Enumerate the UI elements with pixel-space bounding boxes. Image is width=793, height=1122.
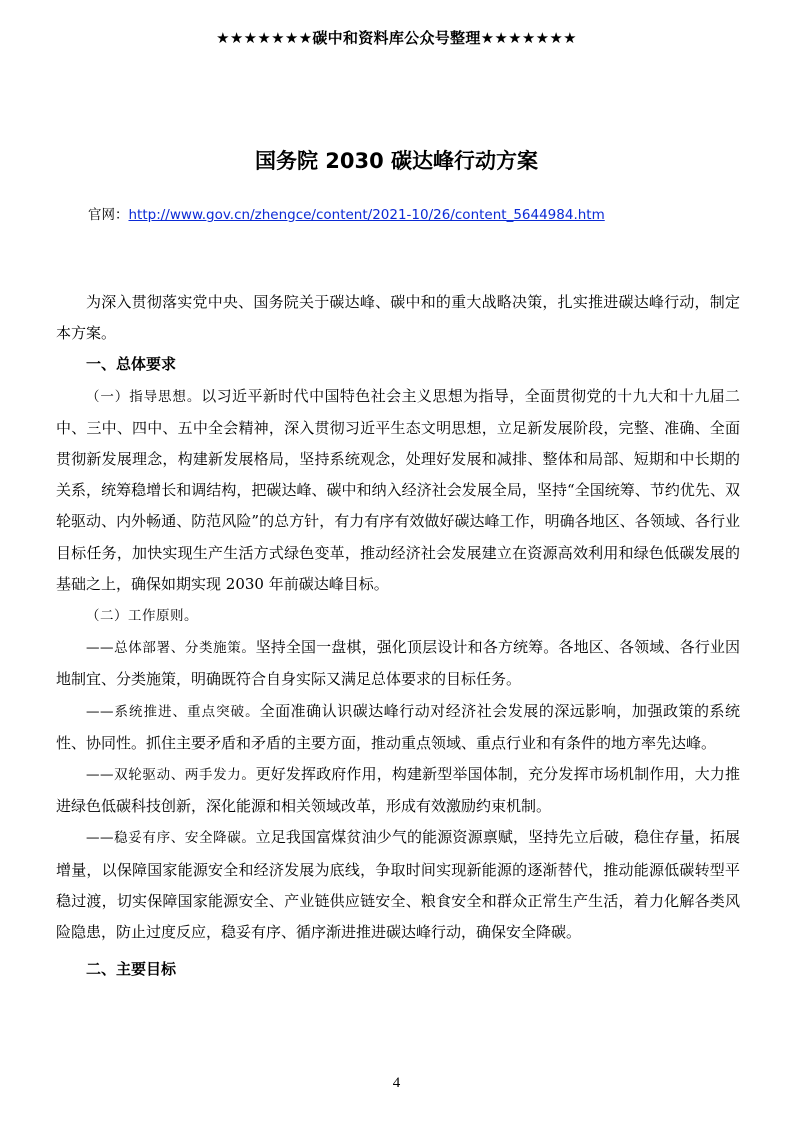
guiding-ideology-text: 以习近平新时代中国特色社会主义思想为指导，全面贯彻党的十九大和十九届二中、三中、四中、五中全会精神，深入贯彻习近平生态文明思想，立足新发展阶段，完整、准确、全面贯彻新发展理念，构建新发展格局，坚持系统观念，处理好发展和减排、整体和局部、短期和中长期的关系，统筹稳增长和调结构，把碳达峰、碳中和纳入经济社会发展全局，坚持“全国统筹、节约优先、双轮驱动、内外畅通、防范风险”的总方针，有力有序有效做好碳达峰工作，明确各地区、各领域、各行业目标任务，加快实现生产生活方式绿色变革，推动经济社会发展建立在资源高效利用和绿色低碳发展的基础之上，确保如期实现 2030 年前碳达峰目标。 — [56, 386, 741, 593]
principle-paragraph — [56, 696, 740, 759]
principle-label: ——系统推进、重点突破。 — [86, 703, 260, 720]
principle-label: ——总体部署、分类施策。 — [86, 640, 256, 657]
principle-text: 立足我国富煤贫油少气的能源资源禀赋，坚持先立后破，稳住存量，拓展增量，以保障国家能源安全和经济发展为底线，争取时间实现新能源的逐渐替代，推动能源低碳转型平稳过渡，切实保障国家能源安全、产业链供应链安全、粮食安全和群众正常生产生活，着力化解各类风险隐患，防止过度反应，稳妥有序、循序渐进推进碳达峰行动，确保安全降碳。 — [56, 828, 740, 942]
page-header: ★★★★★★★碳中和资料库公众号整理★★★★★★★ — [216, 29, 577, 47]
principle-label: ——双轮驱动、两手发力。 — [86, 767, 256, 784]
principles-label: （二）工作原则。 — [86, 608, 198, 625]
principle-text: 全面准确认识碳达峰行动对经济社会发展的深远影响，加强政策的系统性、协同性。抓住主要矛盾和矛盾的主要方面，推动重点领域、重点行业和有条件的地方率先达峰。 — [56, 701, 740, 752]
source-line — [88, 203, 605, 223]
principle-paragraph — [56, 759, 740, 822]
section-heading-1: 一、总体要求 — [86, 355, 177, 374]
principle-text: 坚持全国一盘棋，强化顶层设计和各方统筹。各地区、各领域、各行业因地制宜、分类施策，明确既符合自身实际又满足总体要求的目标任务。 — [56, 638, 740, 689]
source-label: 官网： — [88, 207, 129, 223]
document-title: 国务院 2030 碳达峰行动方案 — [254, 149, 539, 173]
principle-text: 更好发挥政府作用，构建新型举国体制，充分发挥市场机制作用，大力推进绿色低碳科技创新，深化能源和相关领域改革，形成有效激励约束机制。 — [56, 765, 740, 816]
source-link[interactable]: http://www.gov.cn/zhengce/content/2021-10/26/content_5644984.htm — [128, 207, 605, 223]
intro-paragraph: 为深入贯彻落实党中央、国务院关于碳达峰、碳中和的重大战略决策，扎实推进碳达峰行动，制定本方案。 — [56, 293, 740, 343]
guiding-ideology-label: （一）指导思想。 — [86, 388, 202, 405]
principle-paragraph — [56, 822, 740, 948]
page-number: 4 — [392, 1075, 401, 1091]
principle-paragraph — [56, 632, 740, 695]
document-body — [56, 287, 740, 985]
principle-label: ——稳妥有序、安全降碳。 — [86, 830, 256, 847]
guiding-ideology-paragraph — [56, 381, 740, 600]
principles-heading — [56, 600, 740, 632]
section-heading-2: 二、主要目标 — [86, 960, 177, 979]
